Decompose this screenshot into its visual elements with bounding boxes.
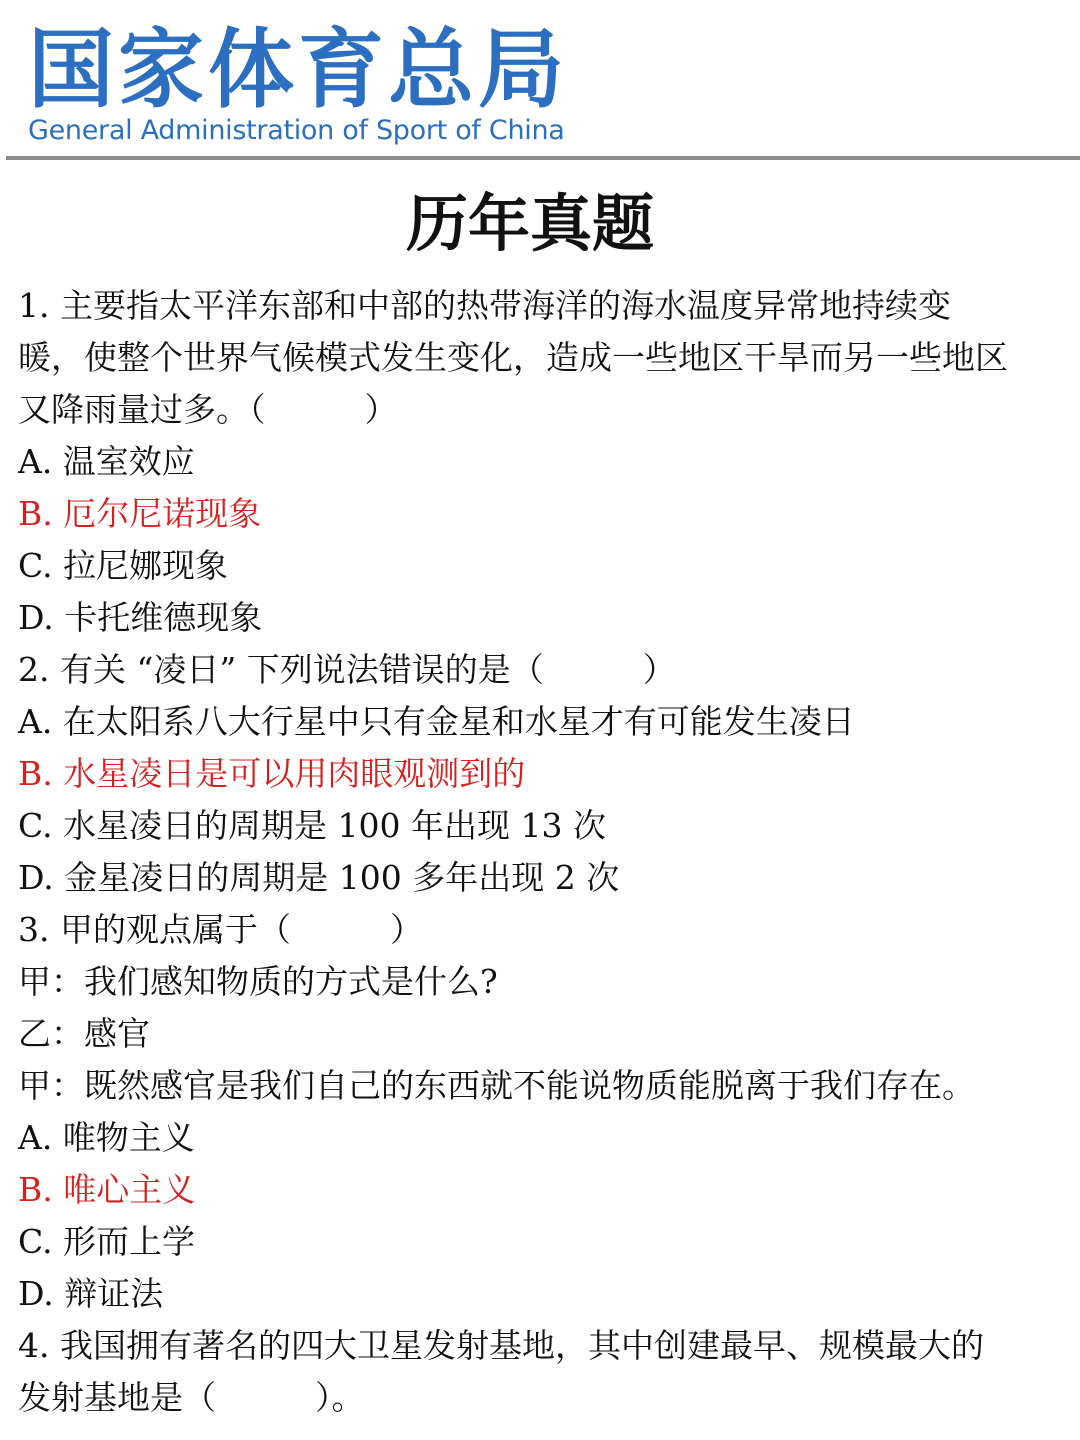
text-line: D. 辩证法	[18, 1274, 164, 1313]
text-line: 甲：既然感官是我们自己的东西就不能说物质能脱离于我们存在。	[18, 1066, 975, 1105]
text-line: C. 拉尼娜现象	[18, 546, 229, 585]
header	[0, 0, 1080, 162]
correct-answer-line: B. 唯心主义	[18, 1170, 196, 1209]
text-line: 暖，使整个世界气候模式发生变化，造成一些地区干旱而另一些地区	[18, 338, 1008, 377]
logo-chinese-text: 国家体育总局	[28, 20, 568, 120]
text-line: 甲：我们感知物质的方式是什么?	[18, 962, 498, 1001]
correct-answer-line: B. 水星凌日是可以用肉眼观测到的	[18, 754, 526, 793]
header-divider	[6, 156, 1080, 160]
question-content	[18, 280, 1068, 1424]
text-line: 发射基地是（ ）。	[18, 1378, 365, 1417]
text-line: D. 卡托维德现象	[18, 598, 263, 637]
text-line: C. 形而上学	[18, 1222, 196, 1261]
text-line: C. 水星凌日的周期是 100 年出现 13 次	[18, 806, 606, 845]
text-line: 乙：感官	[18, 1014, 150, 1053]
text-line: 2. 有关 “凌日” 下列说法错误的是（ ）	[18, 650, 676, 689]
logo-english-text: General Administration of Sport of China	[28, 115, 565, 146]
text-line: 3. 甲的观点属于（ ）	[18, 910, 423, 949]
text-line: D. 金星凌日的周期是 100 多年出现 2 次	[18, 858, 620, 897]
text-line: 又降雨量过多。（ ）	[18, 390, 398, 429]
text-line: A. 温室效应	[18, 442, 195, 481]
correct-answer-line: B. 厄尔尼诺现象	[18, 494, 262, 533]
page-title: 历年真题	[405, 187, 654, 260]
text-line: 4. 我国拥有著名的四大卫星发射基地，其中创建最早、规模最大的	[18, 1326, 984, 1365]
text-line: A. 唯物主义	[18, 1118, 195, 1157]
text-line: 1. 主要指太平洋东部和中部的热带海洋的海水温度异常地持续变	[18, 286, 951, 325]
text-line: A. 在太阳系八大行星中只有金星和水星才有可能发生凌日	[18, 702, 855, 741]
